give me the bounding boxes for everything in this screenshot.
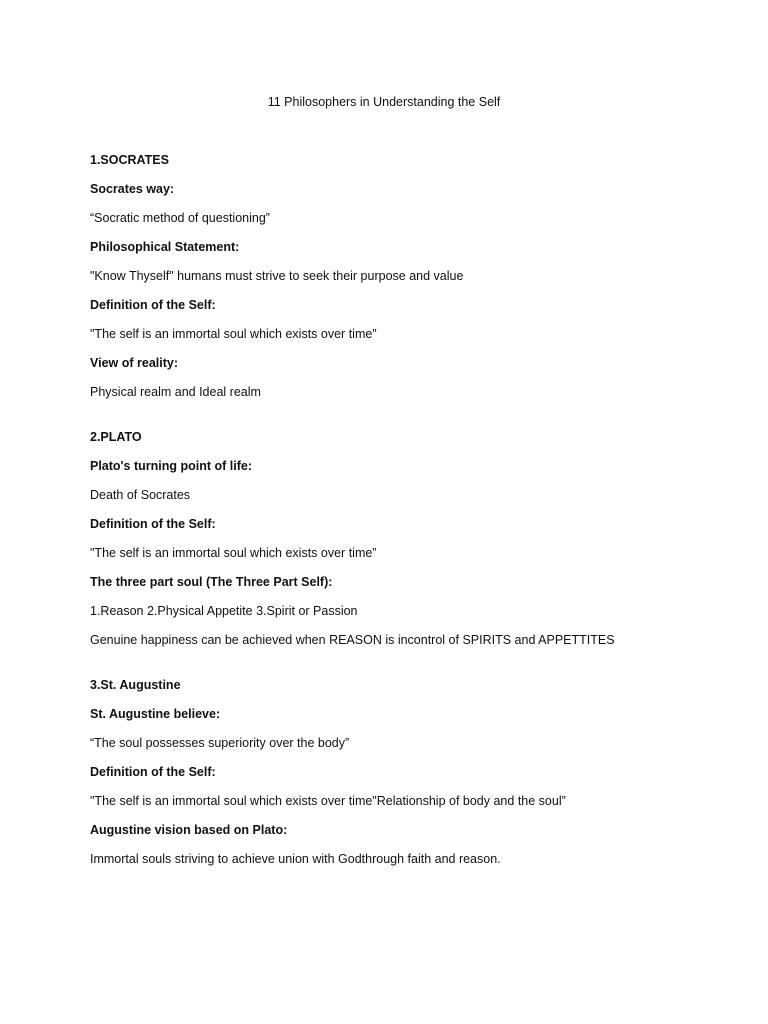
field-label: Socrates way: — [90, 182, 175, 196]
field-label: View of reality: — [90, 356, 178, 370]
field-value: “The soul possesses superiority over the body” — [90, 736, 350, 750]
field-label: Definition of the Self: — [90, 298, 216, 312]
section-heading: 1.SOCRATES — [90, 153, 169, 167]
field-label: Augustine vision based on Plato: — [90, 823, 288, 837]
section-socrates — [90, 152, 730, 400]
field-label: Definition of the Self: — [90, 517, 216, 531]
field-value: Physical realm and Ideal realm — [90, 385, 261, 399]
section-heading: 2.PLATO — [90, 430, 142, 444]
field-label: Plato's turning point of life: — [90, 459, 252, 473]
field-value: 1.Reason 2.Physical Appetite 3.Spirit or Passion — [90, 604, 358, 618]
field-value: Death of Socrates — [90, 488, 191, 502]
section-augustine — [90, 677, 730, 867]
field-value: "The self is an immortal soul which exists over time" — [90, 327, 377, 341]
field-value: "The self is an immortal soul which exists over time” — [90, 546, 377, 560]
section-plato — [90, 429, 730, 648]
field-value: Immortal souls striving to achieve union with Godthrough faith and reason. — [90, 852, 501, 866]
field-value: "The self is an immortal soul which exists over time"Relationship of body and the soul” — [90, 794, 566, 808]
section-heading: 3.St. Augustine — [90, 678, 181, 692]
document-title: 11 Philosophers in Understanding the Self — [267, 95, 501, 109]
document-body — [90, 152, 730, 880]
field-value: "Know Thyself" humans must strive to seek their purpose and value — [90, 269, 464, 283]
field-value: “Socratic method of questioning” — [90, 211, 270, 225]
field-label: The three part soul (The Three Part Self): — [90, 575, 333, 589]
field-value: Genuine happiness can be achieved when REASON is incontrol of SPIRITS and APPETTITES — [90, 633, 615, 647]
field-label: Definition of the Self: — [90, 765, 216, 779]
field-label: St. Augustine believe: — [90, 707, 221, 721]
field-label: Philosophical Statement: — [90, 240, 240, 254]
